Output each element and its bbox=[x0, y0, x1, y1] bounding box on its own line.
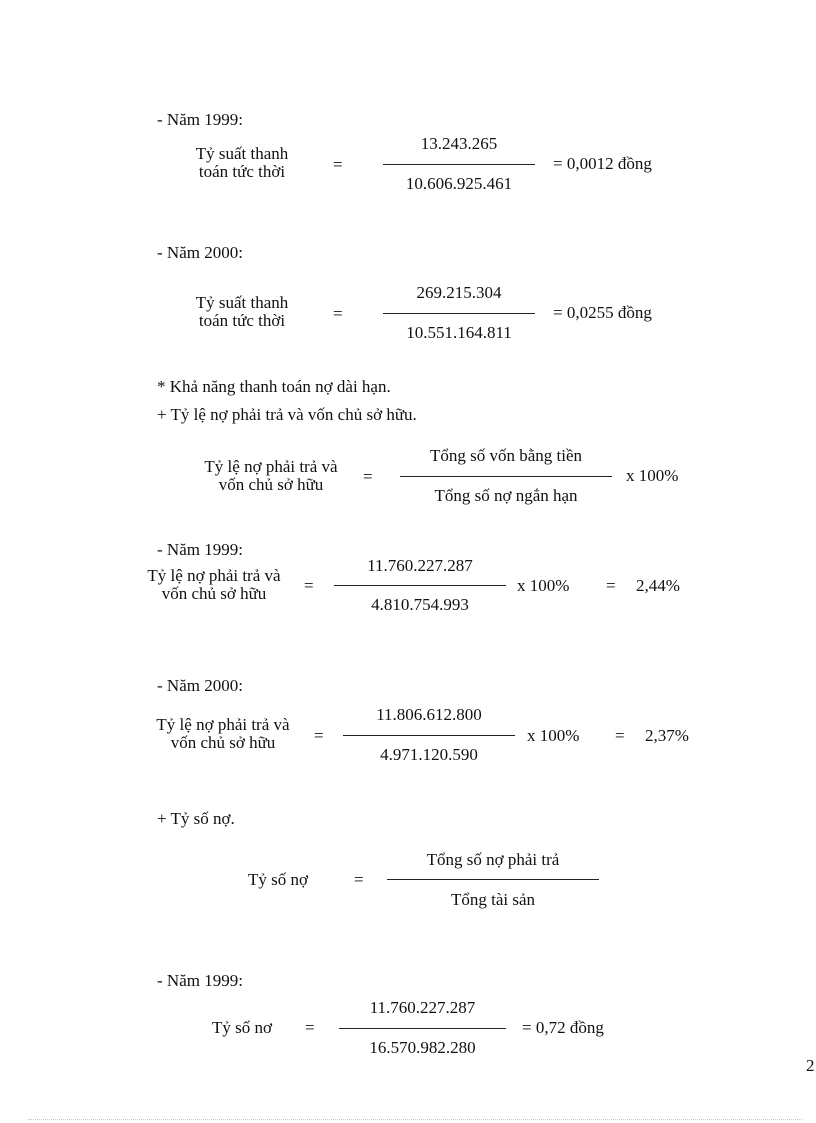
formula-result: = 0,72 đồng bbox=[522, 1018, 604, 1037]
fraction-denominator: 16.570.982.280 bbox=[369, 1038, 476, 1057]
fraction-bar bbox=[383, 164, 535, 165]
ratio-label-line2: vốn chủ sở hữu bbox=[218, 475, 324, 494]
instant-ratio-label-line2: toán tức thời bbox=[198, 162, 286, 181]
formula-result: = 0,0255 đồng bbox=[553, 303, 652, 322]
footer-divider bbox=[28, 1119, 802, 1120]
ratio-label-line2: vốn chủ sở hữu bbox=[170, 733, 276, 752]
equals-sign: = bbox=[333, 155, 343, 174]
equals-sign: = bbox=[354, 870, 364, 889]
fraction-numerator: 269.215.304 bbox=[416, 283, 502, 302]
fraction-numerator: 11.760.227.287 bbox=[369, 998, 476, 1017]
debt-ratio-label: Tỷ số nơ bbox=[212, 1018, 272, 1037]
fraction-numerator: 11.760.227.287 bbox=[367, 556, 473, 575]
fraction-bar bbox=[383, 313, 535, 314]
formula-result: 2,44% bbox=[636, 576, 680, 595]
ratio-label-line2: vốn chủ sở hữu bbox=[161, 584, 267, 603]
page-number: 2 bbox=[806, 1056, 815, 1075]
fraction-denominator: 10.606.925.461 bbox=[405, 174, 513, 193]
year-1999-heading: - Năm 1999: bbox=[157, 540, 243, 559]
fraction-numerator: 13.243.265 bbox=[420, 134, 498, 153]
ratio-label-line1: Tỷ lệ nợ phải trả và bbox=[204, 457, 338, 476]
fraction-bar bbox=[334, 585, 506, 586]
fraction-denominator: Tổng số nợ ngắn hạn bbox=[434, 486, 578, 505]
fraction-bar bbox=[400, 476, 612, 477]
section-debt-ratio: + Tỷ số nợ. bbox=[157, 809, 235, 828]
equals-sign: = bbox=[333, 304, 343, 323]
year-1999-heading: - Năm 1999: bbox=[157, 971, 243, 990]
debt-ratio-label: Tỷ số nợ bbox=[248, 870, 308, 889]
year-2000-heading: - Năm 2000: bbox=[157, 676, 243, 695]
section-long-term-solvency: * Khả năng thanh toán nợ dài hạn. bbox=[157, 377, 391, 396]
fraction-denominator: 4.810.754.993 bbox=[371, 595, 469, 614]
fraction-bar bbox=[343, 735, 515, 736]
year-1999-heading: - Năm 1999: bbox=[157, 110, 243, 129]
instant-ratio-label-line1: Tỷ suất thanh bbox=[195, 144, 289, 163]
fraction-numerator: Tổng số nợ phải trả bbox=[426, 850, 560, 869]
formula-result: = 0,0012 đồng bbox=[553, 154, 652, 173]
fraction-bar bbox=[339, 1028, 506, 1029]
year-2000-heading: - Năm 2000: bbox=[157, 243, 243, 262]
fraction-denominator: 4.971.120.590 bbox=[380, 745, 478, 764]
equals-sign: = bbox=[304, 576, 314, 595]
equals-sign: = bbox=[314, 726, 324, 745]
percent-multiplier: x 100% bbox=[527, 726, 580, 745]
fraction-numerator: Tổng số vốn bằng tiền bbox=[429, 446, 583, 465]
equals-sign: = bbox=[363, 467, 373, 486]
equals-sign: = bbox=[305, 1018, 315, 1037]
percent-multiplier: x 100% bbox=[517, 576, 570, 595]
ratio-label-line1: Tỷ lệ nợ phải trả và bbox=[156, 715, 290, 734]
fraction-bar bbox=[387, 879, 599, 880]
instant-ratio-label-line1: Tỷ suất thanh bbox=[195, 293, 289, 312]
percent-multiplier: x 100% bbox=[626, 466, 679, 485]
fraction-denominator: Tổng tài sản bbox=[450, 890, 536, 909]
fraction-denominator: 10.551.164.811 bbox=[406, 323, 512, 342]
formula-result: 2,37% bbox=[645, 726, 689, 745]
equals-sign: = bbox=[615, 726, 625, 745]
fraction-numerator: 11.806.612.800 bbox=[376, 705, 482, 724]
instant-ratio-label-line2: toán tức thời bbox=[198, 311, 286, 330]
equals-sign: = bbox=[606, 576, 616, 595]
section-debt-equity-ratio: + Tỷ lệ nợ phải trả và vốn chủ sở hữu. bbox=[157, 405, 417, 424]
ratio-label-line1: Tỷ lệ nợ phải trả và bbox=[147, 566, 281, 585]
